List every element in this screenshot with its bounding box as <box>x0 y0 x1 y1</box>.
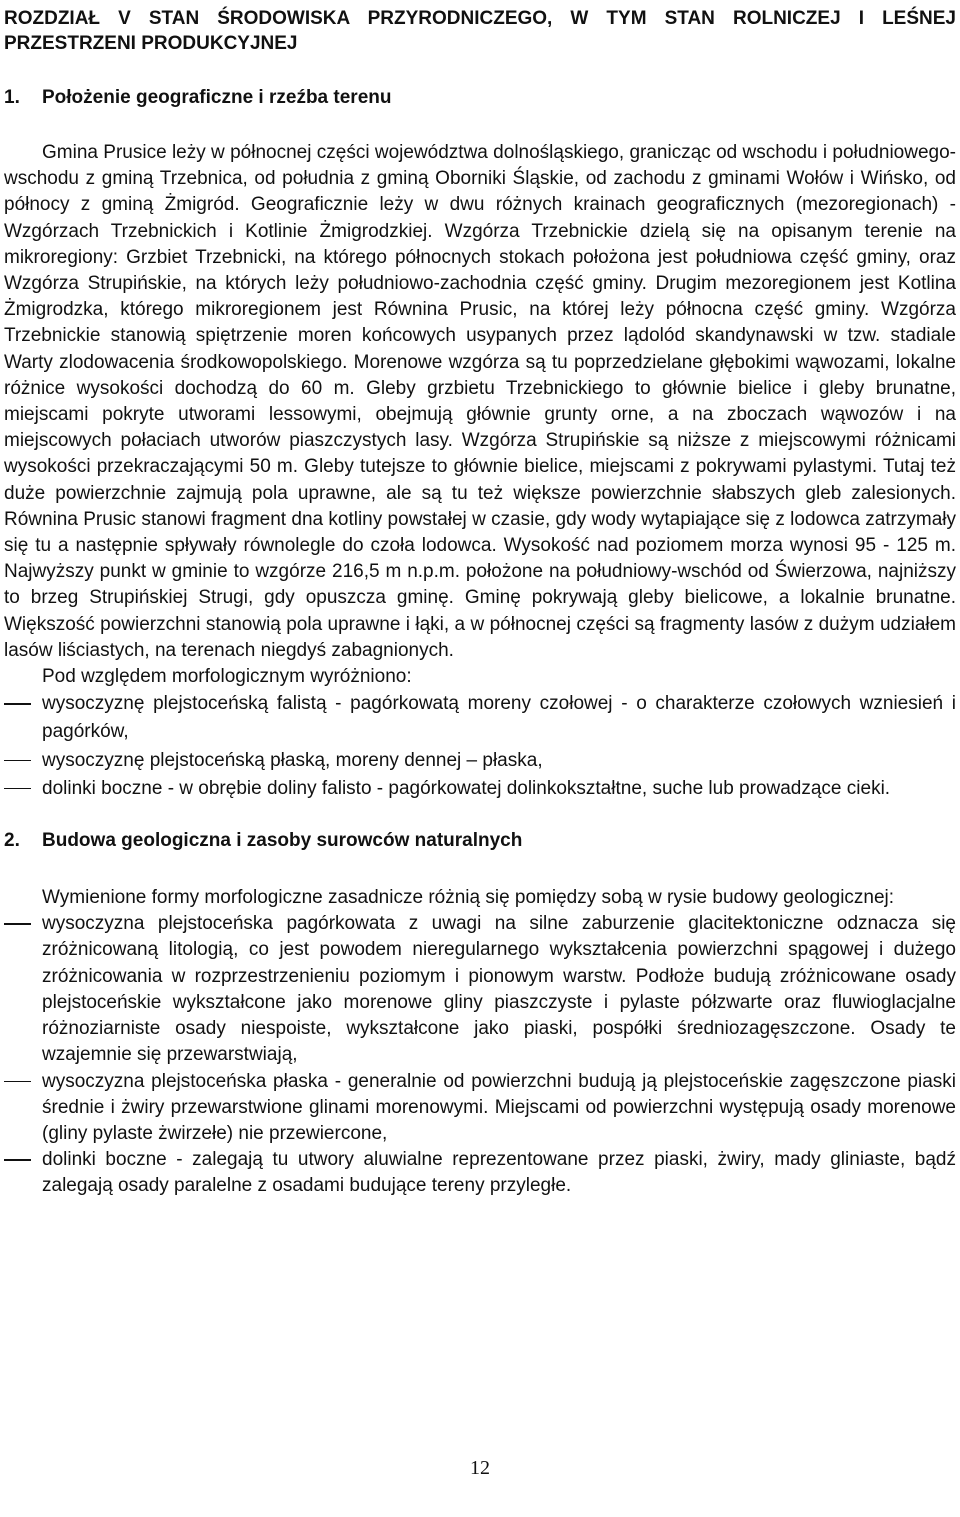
section-1-list <box>4 690 956 803</box>
dash-bullet-icon <box>4 923 31 925</box>
section-1-list-intro: Pod względem morfologicznym wyróżniono: <box>42 666 412 688</box>
list-item-text: dolinki boczne - w obrębie doliny falisto - pagórkowatej dolinkokształtne, suche lub prowadzące cieki. <box>42 777 891 799</box>
dash-bullet-icon <box>4 1159 31 1161</box>
list-item <box>4 775 956 803</box>
section-1-heading <box>4 86 956 110</box>
dash-bullet-icon <box>4 1081 31 1083</box>
list-item-text: dolinki boczne - zalegają tu utwory aluwialne reprezentowane przez piaski, żwiry, mady gliniaste, bądź zalegają osady paralelne z osadami budujące tereny przyległe. <box>42 1149 956 1197</box>
section-2-paragraph: Wymienione formy morfologiczne zasadnicze różnią się pomiędzy sobą w rysie budowy geologicznej: <box>42 887 895 909</box>
section-1-title: Położenie geograficzne i rzeźba terenu <box>42 87 392 108</box>
dash-bullet-icon <box>4 703 31 705</box>
document-page <box>4 0 956 1200</box>
dash-bullet-icon <box>4 788 31 790</box>
section-1-paragraph: Gmina Prusice leży w północnej części województwa dolnośląskiego, granicząc od wschodu i południowego-wschodu z gminą Trzebnica, od południa z gminą Oborniki Śląskie, od zachodu z gminami Wołów i Wińsko, od północy z gminą Żmigród. Geograficznie leży w dwu różnych krainach geograficznych (mezoregionach) - Wzgórzach Trzebnickich i Kotlinie Żmigrodzkiej. Wzgórza Trzebnickie dzielą się na opisanym terenie na mikroregiony: Grzbiet Trzebnicki, na którego północnych stokach położona jest południowa część gminy, oraz Wzgórza Strupińskie, na których leży południowo-zachodnia część gminy. Drugim mezoregionem jest Kotlina Żmigrodzka, którego mikroregionem jest Równina Prusic, na której leży północna część gminy. Wzgórza Trzebnickie stanowią spiętrzenie moren końcowych usypanych przez lądolód skandynawski w tzw. stadiale Warty zlodowacenia środkowopolskiego. Morenowe wzgórza są tu poprzedzielane głębokimi wąwozami, lokalne różnice wysokości dochodzą do 60 m. Gleby grzbietu Trzebnickiego to głównie bielice i gleby brunatne, miejscami pokryte utworami lessowymi, obejmują głównie grunty orne, a na zboczach wąwozów i na miejscowych połaciach utworów piaszczystych lasy. Wzgórza Strupińskie są niższe z miejscowymi różnicami wysokości przekraczającymi 50 m. Gleby tutejsze to głównie bielice, miejscami z pokrywami pylastymi. Tutaj też duże powierzchnie zajmują pola uprawne, ale są tu też większe powierzchnie słabszych gleb zalesionych. Równina Prusic stanowi fragment dna kotliny powstałej w czasie, gdy wody wytapiające się z lodowca zatrzymały się tu a następnie spływały równolegle do czoła lodowca. Wysokość nad poziomem morza wynosi 95 - 125 m. Najwyższy punkt w gminie to wzgórze 216,5 m n.p.m. położone na południowy-wschód od Świerzowa, najniższy to brzeg Strupińskiej Strugi, gdy opuszcza gminę. Gminę pokrywają gleby bielicowe, a lokalnie brunatne. Większość powierzchni stanowią pola uprawne i łąki, a w północnej części są fragmenty lasów z dużym udziałem lasów liściastych, na terenach niegdyś zabagnionych. <box>4 142 956 661</box>
dash-bullet-icon <box>4 760 31 762</box>
list-item <box>4 690 956 746</box>
section-2-title: Budowa geologiczna i zasoby surowców naturalnych <box>42 830 523 852</box>
list-item-text: wysoczyzna plejstoceńska płaska - generalnie od powierzchni budują ją plejstoceńskie zagęszczone piaski średnie i żwiry przewarstwione glinami morenowymi. Miejscami od powierzchni występują osady morenowe (gliny pylaste żwirzełe) nie przewiercone, <box>42 1070 956 1144</box>
section-2-number: 2. <box>4 830 20 852</box>
chapter-title: ROZDZIAŁ V STAN ŚRODOWISKA PRZYRODNICZEGO, W TYM STAN ROLNICZEJ I LEŚNEJ PRZESTRZENI PRODUKCYJNEJ <box>4 8 956 54</box>
list-item-text: wysoczyznę plejstoceńską płaską, moreny dennej – płaska, <box>42 749 543 771</box>
section-2-list <box>4 911 956 1199</box>
list-item <box>4 747 956 775</box>
list-item <box>4 1147 956 1199</box>
list-item-text: wysoczyznę plejstoceńską falistą - pagórkowatą moreny czołowej - o charakterze czołowych wzniesień i pagórków, <box>42 693 956 743</box>
section-2-heading <box>4 829 956 853</box>
section-1-number: 1. <box>4 87 20 108</box>
list-item-text: wysoczyzna plejstoceńska pagórkowata z uwagi na silne zaburzenie glacitektoniczne odznacza się zróżnicowaną litologią, co jest powodem nieregularnego wykształcenia powierzchni spągowej i dużego zróżnicowania w rozprzestrzenieniu poziomym i pionowym warstw. Podłoże budują zróżnicowane osady plejstoceńskie wykształcone jako morenowe gliny piaszczyste i pylaste półzwarte oraz fluwioglacjalne różnoziarniste osady niespoiste, wykształcone jako piaski, pospółki średniozagęszczone. Osady te wzajemnie się przewarstwiają, <box>42 913 956 1066</box>
list-item <box>4 911 956 1068</box>
page-number: 12 <box>470 1457 490 1479</box>
list-item <box>4 1069 956 1148</box>
